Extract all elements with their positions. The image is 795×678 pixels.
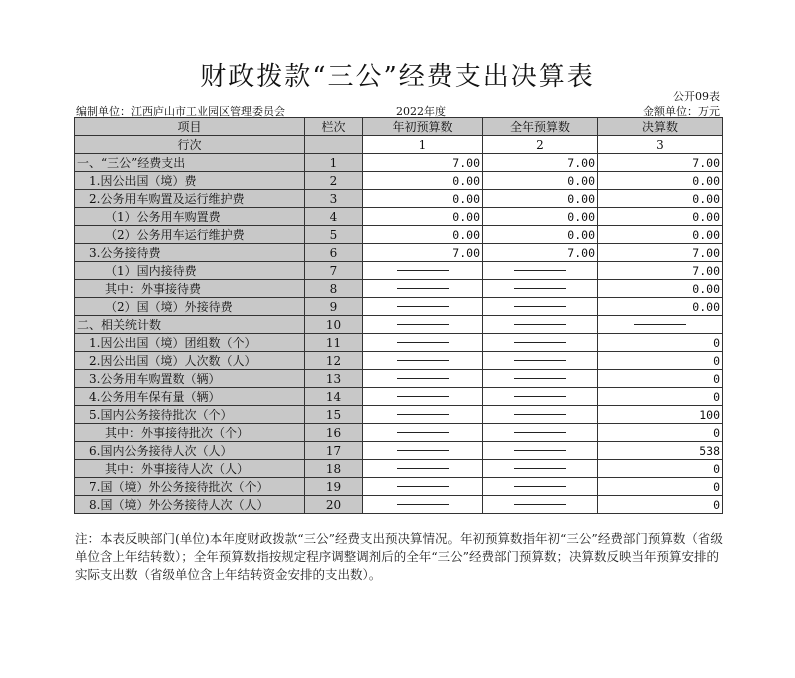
not-applicable-dash xyxy=(514,324,566,325)
row-budget-full: 7.00 xyxy=(483,244,598,262)
row-budget-full xyxy=(483,262,598,280)
not-applicable-dash xyxy=(514,486,566,487)
expenditure-table xyxy=(74,117,723,514)
row-final: 0 xyxy=(598,460,723,478)
row-budget-initial xyxy=(363,406,483,424)
row-budget-initial xyxy=(363,442,483,460)
not-applicable-dash xyxy=(397,450,449,451)
row-final: 0.00 xyxy=(598,208,723,226)
fiscal-year: 2022年度 xyxy=(396,105,446,118)
not-applicable-dash xyxy=(514,396,566,397)
row-budget-initial xyxy=(363,460,483,478)
row-final: 0.00 xyxy=(598,298,723,316)
compiling-unit: 编制单位：江西庐山市工业园区管理委员会 xyxy=(76,105,285,118)
row-final: 0 xyxy=(598,352,723,370)
sub-header-c3: 3 xyxy=(598,136,723,154)
table-row xyxy=(75,208,723,226)
report-meta xyxy=(74,103,722,117)
row-budget-full: 0.00 xyxy=(483,208,598,226)
table-row xyxy=(75,460,723,478)
row-final xyxy=(598,316,723,334)
row-number: 8 xyxy=(305,280,363,298)
row-number: 13 xyxy=(305,370,363,388)
row-label: 其中：外事接待费 xyxy=(75,280,305,298)
table-row xyxy=(75,442,723,460)
not-applicable-dash xyxy=(514,306,566,307)
row-number: 15 xyxy=(305,406,363,424)
header-final: 决算数 xyxy=(598,118,723,136)
row-budget-initial xyxy=(363,352,483,370)
sub-header-c1: 1 xyxy=(363,136,483,154)
table-row xyxy=(75,154,723,172)
row-final: 0 xyxy=(598,334,723,352)
row-final: 7.00 xyxy=(598,262,723,280)
table-row xyxy=(75,388,723,406)
row-number: 19 xyxy=(305,478,363,496)
not-applicable-dash xyxy=(514,468,566,469)
not-applicable-dash xyxy=(397,486,449,487)
header-item: 项目 xyxy=(75,118,305,136)
table-row xyxy=(75,316,723,334)
row-budget-initial: 0.00 xyxy=(363,172,483,190)
not-applicable-dash xyxy=(514,378,566,379)
row-number: 11 xyxy=(305,334,363,352)
row-label: 3.公务接待费 xyxy=(75,244,305,262)
row-final: 0 xyxy=(598,388,723,406)
row-final: 0 xyxy=(598,424,723,442)
row-budget-full: 0.00 xyxy=(483,190,598,208)
report-title: 财政拨款“三公”经费支出决算表 xyxy=(200,62,595,92)
row-budget-full: 7.00 xyxy=(483,154,598,172)
not-applicable-dash xyxy=(514,432,566,433)
row-final: 538 xyxy=(598,442,723,460)
row-number: 10 xyxy=(305,316,363,334)
row-label: 7.国（境）外公务接待批次（个） xyxy=(75,478,305,496)
not-applicable-dash xyxy=(397,378,449,379)
row-budget-initial xyxy=(363,388,483,406)
row-budget-full xyxy=(483,298,598,316)
row-budget-initial: 0.00 xyxy=(363,190,483,208)
sub-header-label: 行次 xyxy=(75,136,305,154)
table-row xyxy=(75,298,723,316)
row-label: 1.因公出国（境）团组数（个） xyxy=(75,334,305,352)
not-applicable-dash xyxy=(397,432,449,433)
row-budget-initial xyxy=(363,334,483,352)
row-final: 100 xyxy=(598,406,723,424)
row-number: 2 xyxy=(305,172,363,190)
row-label: 2.因公出国（境）人次数（人） xyxy=(75,352,305,370)
not-applicable-dash xyxy=(397,468,449,469)
row-budget-full xyxy=(483,460,598,478)
row-number: 9 xyxy=(305,298,363,316)
not-applicable-dash xyxy=(397,396,449,397)
row-label: 1.因公出国（境）费 xyxy=(75,172,305,190)
table-row xyxy=(75,262,723,280)
row-budget-initial xyxy=(363,478,483,496)
row-label: 一、“三公”经费支出 xyxy=(75,154,305,172)
row-budget-initial xyxy=(363,370,483,388)
money-unit: 金额单位：万元 xyxy=(643,105,720,118)
row-label: 3.公务用车购置数（辆） xyxy=(75,370,305,388)
row-budget-initial: 7.00 xyxy=(363,244,483,262)
row-final: 0.00 xyxy=(598,280,723,298)
row-number: 20 xyxy=(305,496,363,514)
row-number: 7 xyxy=(305,262,363,280)
row-final: 0.00 xyxy=(598,172,723,190)
row-number: 12 xyxy=(305,352,363,370)
row-budget-full xyxy=(483,370,598,388)
table-row xyxy=(75,370,723,388)
row-budget-initial xyxy=(363,316,483,334)
row-label: 其中：外事接待批次（个） xyxy=(75,424,305,442)
row-label: （2）公务用车运行维护费 xyxy=(75,226,305,244)
not-applicable-dash xyxy=(634,324,686,325)
table-row xyxy=(75,172,723,190)
table-row xyxy=(75,496,723,514)
row-final: 0.00 xyxy=(598,190,723,208)
sub-header-c2: 2 xyxy=(483,136,598,154)
header-budget-full: 全年预算数 xyxy=(483,118,598,136)
not-applicable-dash xyxy=(514,288,566,289)
not-applicable-dash xyxy=(397,306,449,307)
row-final: 7.00 xyxy=(598,244,723,262)
row-budget-initial: 0.00 xyxy=(363,208,483,226)
row-label: （2）国（境）外接待费 xyxy=(75,298,305,316)
row-number: 4 xyxy=(305,208,363,226)
not-applicable-dash xyxy=(397,360,449,361)
row-label: 其中：外事接待人次（人） xyxy=(75,460,305,478)
row-budget-full: 0.00 xyxy=(483,172,598,190)
row-budget-full xyxy=(483,496,598,514)
not-applicable-dash xyxy=(514,450,566,451)
not-applicable-dash xyxy=(514,414,566,415)
row-number: 14 xyxy=(305,388,363,406)
table-row xyxy=(75,424,723,442)
sub-header-row xyxy=(75,136,723,154)
row-number: 16 xyxy=(305,424,363,442)
table-row xyxy=(75,478,723,496)
header-col-no: 栏次 xyxy=(305,118,363,136)
row-final: 0.00 xyxy=(598,226,723,244)
row-budget-full xyxy=(483,280,598,298)
not-applicable-dash xyxy=(397,288,449,289)
row-label: （1）国内接待费 xyxy=(75,262,305,280)
row-number: 5 xyxy=(305,226,363,244)
not-applicable-dash xyxy=(514,504,566,505)
row-label: 5.国内公务接待批次（个） xyxy=(75,406,305,424)
row-budget-initial xyxy=(363,424,483,442)
row-budget-full xyxy=(483,388,598,406)
sub-header-blank xyxy=(305,136,363,154)
row-final: 0 xyxy=(598,478,723,496)
row-final: 0 xyxy=(598,496,723,514)
table-header-row xyxy=(75,118,723,136)
row-label: 8.国（境）外公务接待人次（人） xyxy=(75,496,305,514)
row-number: 17 xyxy=(305,442,363,460)
not-applicable-dash xyxy=(514,342,566,343)
row-number: 3 xyxy=(305,190,363,208)
table-row xyxy=(75,226,723,244)
not-applicable-dash xyxy=(397,414,449,415)
row-final: 0 xyxy=(598,370,723,388)
not-applicable-dash xyxy=(397,504,449,505)
row-label: （1）公务用车购置费 xyxy=(75,208,305,226)
row-budget-full xyxy=(483,406,598,424)
row-label: 2.公务用车购置及运行维护费 xyxy=(75,190,305,208)
row-budget-initial: 0.00 xyxy=(363,226,483,244)
form-number: 公开09表 xyxy=(673,90,720,103)
row-budget-initial xyxy=(363,496,483,514)
not-applicable-dash xyxy=(514,360,566,361)
not-applicable-dash xyxy=(397,342,449,343)
row-budget-full xyxy=(483,316,598,334)
row-budget-full xyxy=(483,334,598,352)
not-applicable-dash xyxy=(397,324,449,325)
table-row xyxy=(75,280,723,298)
row-budget-full xyxy=(483,352,598,370)
row-number: 6 xyxy=(305,244,363,262)
table-row xyxy=(75,190,723,208)
row-budget-initial xyxy=(363,298,483,316)
table-row xyxy=(75,406,723,424)
not-applicable-dash xyxy=(397,270,449,271)
row-final: 7.00 xyxy=(598,154,723,172)
table-row xyxy=(75,244,723,262)
row-budget-full xyxy=(483,442,598,460)
row-number: 1 xyxy=(305,154,363,172)
table-row xyxy=(75,352,723,370)
row-budget-full xyxy=(483,478,598,496)
table-row xyxy=(75,334,723,352)
row-budget-initial xyxy=(363,280,483,298)
row-budget-initial xyxy=(363,262,483,280)
row-budget-full: 0.00 xyxy=(483,226,598,244)
row-label: 二、相关统计数 xyxy=(75,316,305,334)
row-budget-initial: 7.00 xyxy=(363,154,483,172)
not-applicable-dash xyxy=(514,270,566,271)
row-label: 4.公务用车保有量（辆） xyxy=(75,388,305,406)
footnote: 注：本表反映部门(单位)本年度财政拨款“三公”经费支出预决算情况。年初预算数指年初“三公”经费部门预算数（省级单位含上年结转数）；全年预算数指按规定程序调整调剂后的全年“三公”经费部门预算数；决算数反映当年预算安排的实际支出数（省级单位含上年结转资金安排的支出数）。 xyxy=(75,531,723,582)
row-label: 6.国内公务接待人次（人） xyxy=(75,442,305,460)
header-budget-initial: 年初预算数 xyxy=(363,118,483,136)
row-number: 18 xyxy=(305,460,363,478)
row-budget-full xyxy=(483,424,598,442)
